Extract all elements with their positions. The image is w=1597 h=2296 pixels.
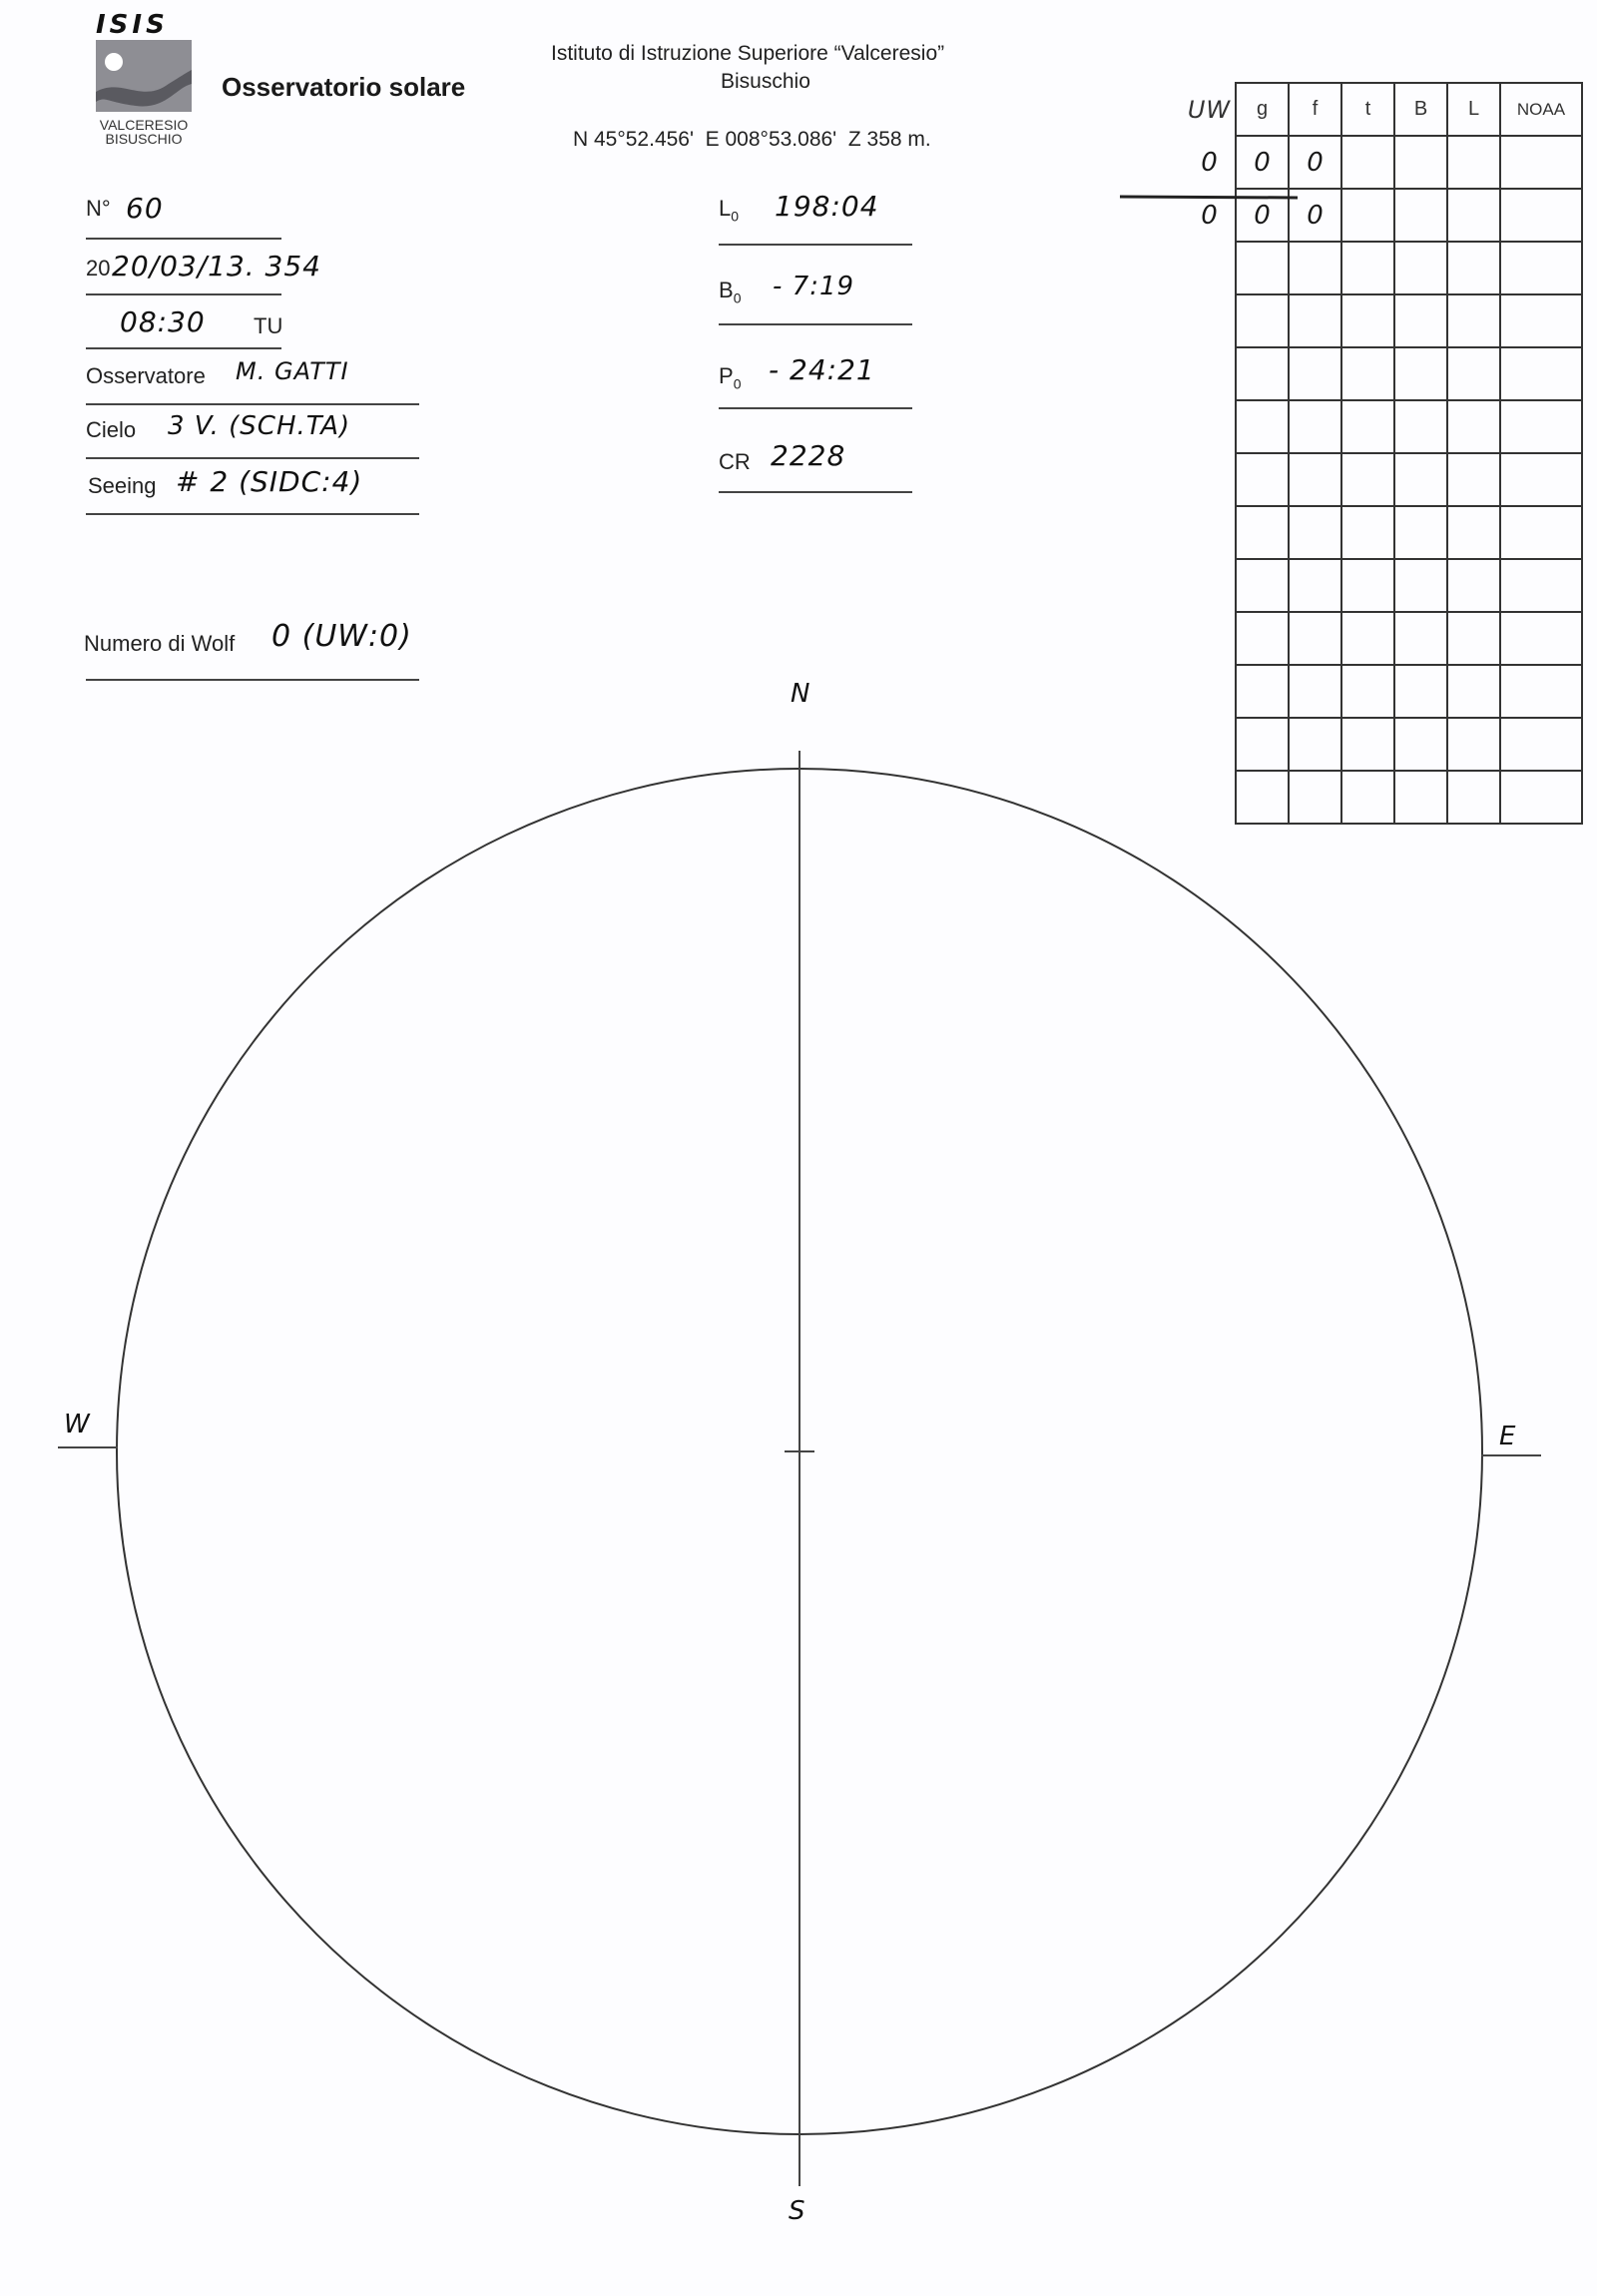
- logo-caption-line-2: BISUSCHIO: [105, 131, 183, 147]
- institute-name: Istituto di Istruzione Superiore “Valceresio”: [551, 42, 945, 65]
- table-header-noaa: NOAA: [1500, 83, 1582, 136]
- table-header-b: B: [1394, 83, 1447, 136]
- table-cell-g: 0: [1236, 189, 1289, 242]
- table-cell-f: 0: [1289, 136, 1341, 189]
- table-cell-g: 0: [1236, 136, 1289, 189]
- table-cell-uw: 0: [1201, 200, 1218, 231]
- p0-value: - 24:21: [769, 353, 875, 386]
- l0-subscript: 0: [731, 208, 740, 225]
- south-label: S: [789, 2196, 806, 2226]
- seeing-label: Seeing: [88, 473, 157, 498]
- p0-letter: P: [719, 363, 734, 388]
- logo-wordmark: ISIS: [96, 10, 169, 40]
- page-title: Osservatorio solare: [222, 72, 466, 102]
- table-cell-uw: 0: [1201, 147, 1218, 178]
- b0-value: - 7:19: [773, 272, 855, 301]
- table-header-f: f: [1289, 83, 1341, 136]
- b0-subscript: 0: [733, 289, 742, 306]
- west-label: W: [64, 1410, 91, 1439]
- table-header-l: L: [1447, 83, 1500, 136]
- l0-letter: L: [719, 196, 732, 221]
- logo-caption-line-1: VALCERESIO: [99, 117, 189, 133]
- number-value: 60: [126, 192, 164, 225]
- date-prefix: 20: [86, 256, 111, 281]
- table-header-g: g: [1236, 83, 1289, 136]
- time-unit: TU: [254, 313, 283, 338]
- north-label: N: [791, 679, 811, 709]
- observer-value: M. GATTI: [236, 357, 349, 385]
- observatory-coordinates: N 45°52.456' E 008°53.086' Z 358 m.: [573, 128, 931, 151]
- east-label: E: [1499, 1422, 1517, 1451]
- b0-letter: B: [719, 278, 734, 302]
- time-value: 08:30: [120, 305, 206, 338]
- l0-value: 198:04: [775, 190, 879, 223]
- observer-label: Osservatore: [86, 363, 206, 388]
- table-header-t: t: [1341, 83, 1394, 136]
- seeing-value: # 2 (SIDC:4): [176, 465, 363, 498]
- wolf-value: 0 (UW:0): [271, 619, 412, 654]
- cr-value: 2228: [771, 439, 846, 472]
- institute-town: Bisuschio: [721, 70, 810, 93]
- p0-subscript: 0: [733, 375, 742, 392]
- table-header-uw: UW: [1187, 95, 1232, 124]
- wolf-label: Numero di Wolf: [84, 631, 236, 656]
- date-value: 20/03/13. 354: [112, 250, 321, 283]
- table-cell-f: 0: [1289, 189, 1341, 242]
- cr-label: CR: [719, 449, 751, 474]
- sky-label: Cielo: [86, 417, 137, 442]
- sky-value: 3 V. (SCH.TA): [168, 411, 351, 441]
- number-label: N°: [86, 196, 111, 221]
